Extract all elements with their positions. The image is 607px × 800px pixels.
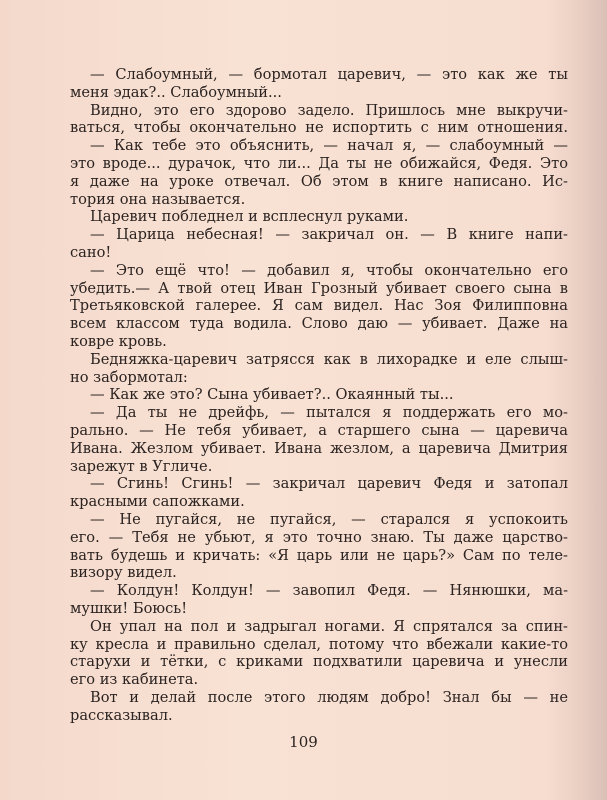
- text-line: Бедняжка-царевич затрясся как в лихорадке и еле слыш-: [90, 350, 568, 368]
- text-line: Вот и делай после этого людям добро! Знал бы — не: [90, 688, 568, 706]
- text-line: ковре кровь.: [70, 332, 167, 350]
- text-line: визору видел.: [70, 564, 177, 582]
- text-line: зарежут в Угличе.: [70, 457, 213, 475]
- text-line: — Сгинь! Сгинь! — закричал царевич Федя и затопал: [90, 475, 568, 493]
- text-line: рально. — Не тебя убивает, а старшего сына — царевича: [70, 421, 568, 439]
- text-line: рассказывал.: [70, 706, 173, 724]
- text-line: Третьяковской галерее. Я сам видел. Нас Зоя Филипповна: [70, 297, 568, 315]
- text-line: вать будешь и кричать: «Я царь или не царь?» Сам по теле-: [70, 546, 568, 564]
- text-line: — Слабоумный, — бормотал царевич, — это как же ты: [90, 66, 568, 83]
- text-line: его из кабинета.: [70, 671, 199, 689]
- text-line: — Это ещё что! — добавил я, чтобы окончательно его: [90, 261, 568, 279]
- text-line: ку кресла и правильно сделал, потому что вбежали какие-то: [70, 635, 568, 653]
- text-line: мушки! Боюсь!: [70, 599, 188, 617]
- text-line: меня эдак?.. Слабоумный...: [70, 83, 282, 101]
- text-line: Царевич побледнел и всплеснул руками.: [90, 208, 409, 226]
- page-body-text: [70, 66, 568, 724]
- text-line: Он упал на пол и задрыгал ногами. Я спрятался за спин-: [90, 617, 568, 635]
- text-line: — Царица небесная! — закричал он. — В книге напи-: [90, 226, 568, 244]
- text-line: всем классом туда водила. Слово даю — убивает. Даже на: [70, 315, 568, 333]
- text-line: я даже на уроке отвечал. Об этом в книге написано. Ис-: [70, 172, 568, 190]
- text-line: убедить.— А твой отец Иван Грозный убивает своего сына в: [70, 279, 568, 297]
- text-line: его. — Тебя не убьют, я это точно знаю. Ты даже царство-: [70, 528, 568, 546]
- text-line: — Колдун! Колдун! — завопил Федя. — Нянюшки, ма-: [90, 582, 568, 600]
- text-line: — Как тебе это объяснить, — начал я, — слабоумный —: [90, 137, 568, 155]
- text-line: Видно, это его здорово задело. Пришлось мне выкручи-: [90, 101, 568, 119]
- text-line: тория она называется.: [70, 190, 246, 208]
- text-line: старухи и тётки, с криками подхватили царевича и унесли: [70, 653, 568, 671]
- text-line: это вроде... дурачок, что ли... Да ты не обижайся, Федя. Это: [70, 154, 568, 172]
- text-line: Ивана. Жезлом убивает. Ивана жезлом, а царевича Дмитрия: [70, 439, 568, 457]
- text-line: сано!: [70, 243, 112, 261]
- text-line: ваться, чтобы окончательно не испортить с ним отношения.: [70, 119, 568, 137]
- text-line: — Как же это? Сына убивает?.. Окаянный ты...: [90, 386, 454, 404]
- text-line: — Да ты не дрейфь, — пытался я поддержать его мо-: [90, 404, 568, 422]
- page-number: 109: [289, 733, 318, 751]
- text-line: но забормотал:: [70, 368, 188, 386]
- text-line: красными сапожками.: [70, 493, 245, 511]
- text-line: — Не пугайся, не пугайся, — старался я успокоить: [90, 510, 568, 528]
